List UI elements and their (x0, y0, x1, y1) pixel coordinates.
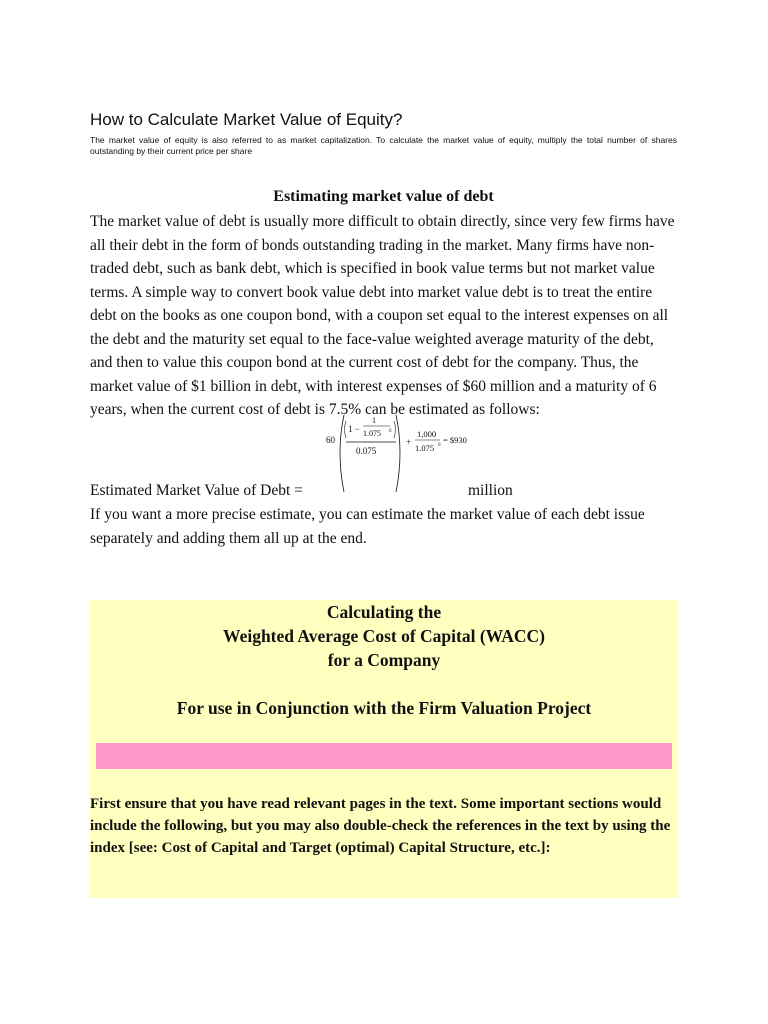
debt-formula (326, 412, 476, 496)
formula-inner-paren-left (345, 421, 347, 438)
formula-inner-paren-right (394, 421, 396, 438)
debt-section-heading: Estimating market value of debt (273, 188, 494, 205)
formula-second-exponent: 6 (438, 443, 441, 448)
formula-unit: million (468, 482, 513, 499)
formula-inner-exponent: 6 (389, 429, 392, 434)
equity-section-title: How to Calculate Market Value of Equity? (90, 110, 403, 129)
debt-body-paragraph: The market value of debt is usually more difficult to obtain directly, since very few firms have all their debt in the form of bonds outstanding trading in the market. Many firms have non-traded debt, such as bank debt, which is specified in book value terms but not market value terms. A simple way to convert book value debt into market value debt is to treat the entire debt on the books as one coupon bond, with a coupon set equal to the interest expenses on all the debt and the maturity set equal to the face-value weighted average maturity of the debt, and then to value this coupon bond at the current cost of debt for the company. Thus, the market value of $1 billion in debt, with interest expenses of $60 million and a maturity of 6 years, when the current cost of debt is 7.5% can be estimated as follows: (90, 213, 675, 418)
wacc-intro-paragraph: First ensure that you have read relevant pages in the text. Some important sections would include the following, but you may also double-check the references in the text by using the index [see: Cost of Capital and Target (optimal) Capital Structure, etc.]: (90, 796, 671, 856)
formula-one: 1 − (348, 424, 360, 434)
formula-left-paren (340, 415, 344, 492)
formula-rate: 0.075 (356, 446, 377, 456)
precise-estimate-paragraph: If you want a more precise estimate, you can estimate the market value of each debt issue separately and adding them all up at the end. (90, 506, 645, 547)
formula-coefficient: 60 (326, 435, 335, 445)
formula-second-denominator: 1.075 (415, 443, 435, 453)
pink-divider-bar (96, 743, 672, 769)
wacc-subtitle: For use in Conjunction with the Firm Valuation Project (176, 698, 592, 718)
formula-plus: + (406, 437, 412, 447)
wacc-title-line-3: for a Company (327, 650, 441, 670)
formula-right-paren (396, 415, 400, 492)
wacc-highlight-box (90, 600, 678, 898)
formula-inner-denominator: 1.075 (363, 429, 381, 438)
formula-result: = $930 (443, 435, 467, 445)
formula-label: Estimated Market Value of Debt = (90, 482, 303, 499)
equity-description: The market value of equity is also referred to as market capitalization. To calculate the market value of equity, multiply the total number of shares outstanding by their current price per share (90, 135, 677, 156)
wacc-title-line-2: Weighted Average Cost of Capital (WACC) (223, 626, 545, 646)
formula-inner-numerator: 1 (372, 416, 376, 425)
formula-face-value: 1,000 (417, 429, 437, 439)
wacc-title-line-1: Calculating the (326, 602, 442, 622)
